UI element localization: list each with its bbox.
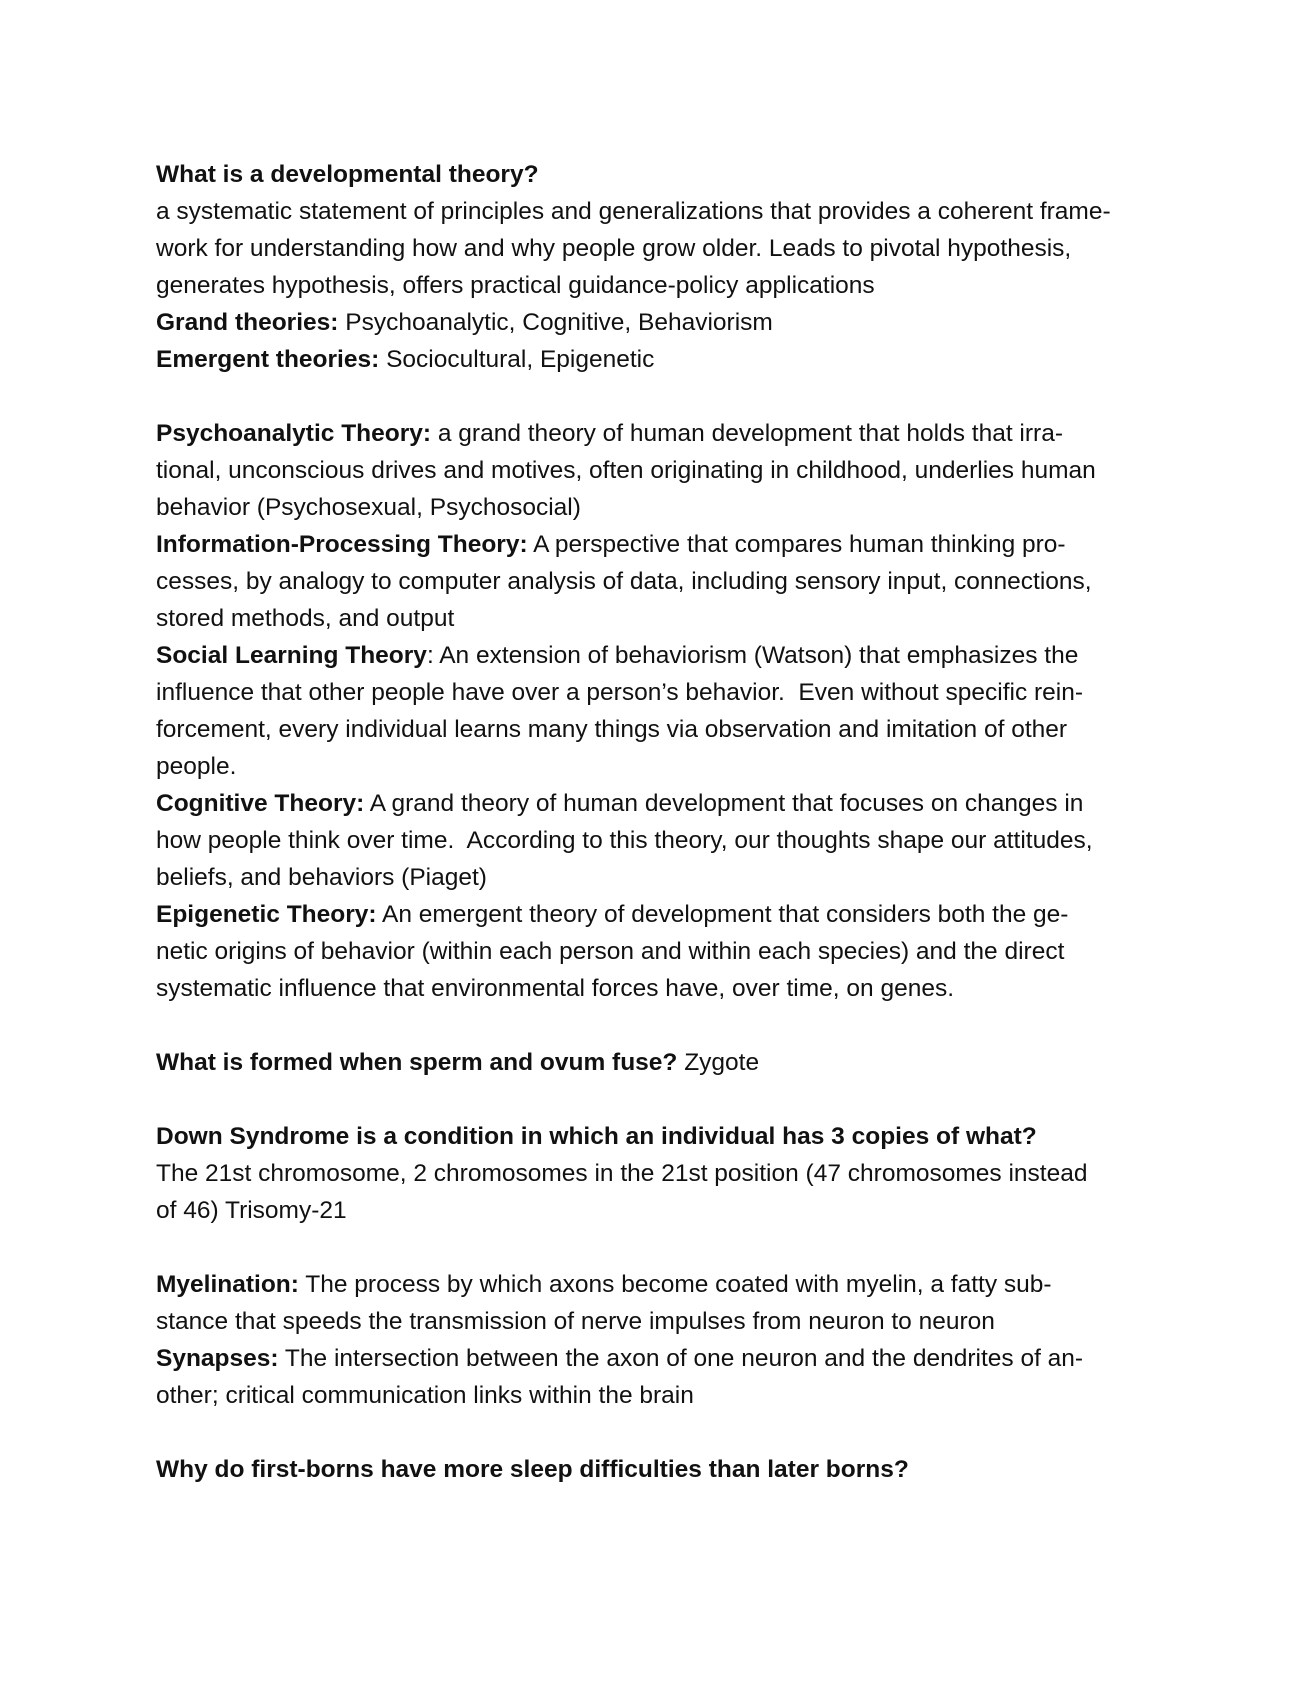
blank-line bbox=[156, 378, 1166, 415]
body-text: A perspective that compares human thinking pro- bbox=[527, 531, 1066, 558]
text-line bbox=[156, 1451, 1166, 1488]
body-text: cesses, by analogy to computer analysis of data, including sensory input, connections, bbox=[156, 568, 1092, 595]
body-text: The 21st chromosome, 2 chromosomes in the 21st position (47 chromosomes instead bbox=[156, 1160, 1088, 1187]
text-line bbox=[156, 267, 1166, 304]
body-text: forcement, every individual learns many things via observation and imitation of other bbox=[156, 716, 1068, 743]
text-line bbox=[156, 1155, 1166, 1192]
text-line bbox=[156, 748, 1166, 785]
text-line bbox=[156, 859, 1166, 896]
text-line bbox=[156, 970, 1166, 1007]
text-line bbox=[156, 1118, 1166, 1155]
body-text: a grand theory of human development that holds that irra- bbox=[431, 420, 1063, 447]
body-text: An emergent theory of development that considers both the ge- bbox=[376, 901, 1069, 928]
bold-term: Grand theories: bbox=[156, 309, 339, 336]
text-line bbox=[156, 1192, 1166, 1229]
text-line bbox=[156, 600, 1166, 637]
body-text: Zygote bbox=[677, 1049, 760, 1076]
bold-term: Epigenetic Theory: bbox=[156, 901, 377, 928]
body-text: how people think over time. According to this theory, our thoughts shape our attitudes, bbox=[156, 827, 1093, 854]
text-line bbox=[156, 1266, 1166, 1303]
bold-term: Cognitive Theory: bbox=[156, 790, 365, 817]
text-line bbox=[156, 563, 1166, 600]
text-line bbox=[156, 304, 1166, 341]
bold-term: What is a developmental theory? bbox=[156, 161, 539, 188]
document-body bbox=[156, 156, 1166, 1488]
text-line bbox=[156, 489, 1166, 526]
body-text: stored methods, and output bbox=[156, 605, 455, 632]
text-line bbox=[156, 637, 1166, 674]
body-text: netic origins of behavior (within each person and within each species) and the direct bbox=[156, 938, 1065, 965]
bold-term: What is formed when sperm and ovum fuse? bbox=[156, 1049, 678, 1076]
blank-line bbox=[156, 1229, 1166, 1266]
blank-line bbox=[156, 1007, 1166, 1044]
text-line bbox=[156, 711, 1166, 748]
bold-term: Why do first-borns have more sleep difficulties than later borns? bbox=[156, 1456, 909, 1483]
text-line bbox=[156, 415, 1166, 452]
text-line bbox=[156, 822, 1166, 859]
body-text: The intersection between the axon of one neuron and the dendrites of an- bbox=[278, 1345, 1084, 1372]
blank-line bbox=[156, 1081, 1166, 1118]
blank-line bbox=[156, 1414, 1166, 1451]
text-line bbox=[156, 1303, 1166, 1340]
body-text: generates hypothesis, offers practical guidance-policy applications bbox=[156, 272, 875, 299]
body-text: beliefs, and behaviors (Piaget) bbox=[156, 864, 487, 891]
body-text: Sociocultural, Epigenetic bbox=[379, 346, 655, 373]
text-line bbox=[156, 193, 1166, 230]
bold-term: Psychoanalytic Theory: bbox=[156, 420, 432, 447]
text-line bbox=[156, 674, 1166, 711]
body-text: stance that speeds the transmission of nerve impulses from neuron to neuron bbox=[156, 1308, 995, 1335]
body-text: behavior (Psychosexual, Psychosocial) bbox=[156, 494, 581, 521]
body-text: systematic influence that environmental forces have, over time, on genes. bbox=[156, 975, 955, 1002]
body-text: : An extension of behaviorism (Watson) that emphasizes the bbox=[426, 642, 1079, 669]
body-text: The process by which axons become coated with myelin, a fatty sub- bbox=[298, 1271, 1052, 1298]
text-line bbox=[156, 156, 1166, 193]
text-line bbox=[156, 1340, 1166, 1377]
text-line bbox=[156, 785, 1166, 822]
bold-term: Myelination: bbox=[156, 1271, 299, 1298]
body-text: tional, unconscious drives and motives, often originating in childhood, underlies human bbox=[156, 457, 1096, 484]
body-text: work for understanding how and why people grow older. Leads to pivotal hypothesis, bbox=[156, 235, 1072, 262]
text-line bbox=[156, 341, 1166, 378]
text-line bbox=[156, 1044, 1166, 1081]
bold-term: Emergent theories: bbox=[156, 346, 380, 373]
body-text: influence that other people have over a person’s behavior. Even without specific rein- bbox=[156, 679, 1084, 706]
bold-term: Down Syndrome is a condition in which an individual has 3 copies of what? bbox=[156, 1123, 1037, 1150]
text-line bbox=[156, 933, 1166, 970]
bold-term: Synapses: bbox=[156, 1345, 279, 1372]
body-text: people. bbox=[156, 753, 237, 780]
text-line bbox=[156, 526, 1166, 563]
text-line bbox=[156, 1377, 1166, 1414]
body-text: of 46) Trisomy-21 bbox=[156, 1197, 347, 1224]
bold-term: Information-Processing Theory: bbox=[156, 531, 528, 558]
text-line bbox=[156, 230, 1166, 267]
body-text: other; critical communication links within the brain bbox=[156, 1382, 694, 1409]
text-line bbox=[156, 896, 1166, 933]
bold-term: Social Learning Theory bbox=[156, 642, 427, 669]
text-line bbox=[156, 452, 1166, 489]
body-text: a systematic statement of principles and generalizations that provides a coherent frame- bbox=[156, 198, 1111, 225]
body-text: Psychoanalytic, Cognitive, Behaviorism bbox=[338, 309, 773, 336]
body-text: A grand theory of human development that focuses on changes in bbox=[364, 790, 1084, 817]
